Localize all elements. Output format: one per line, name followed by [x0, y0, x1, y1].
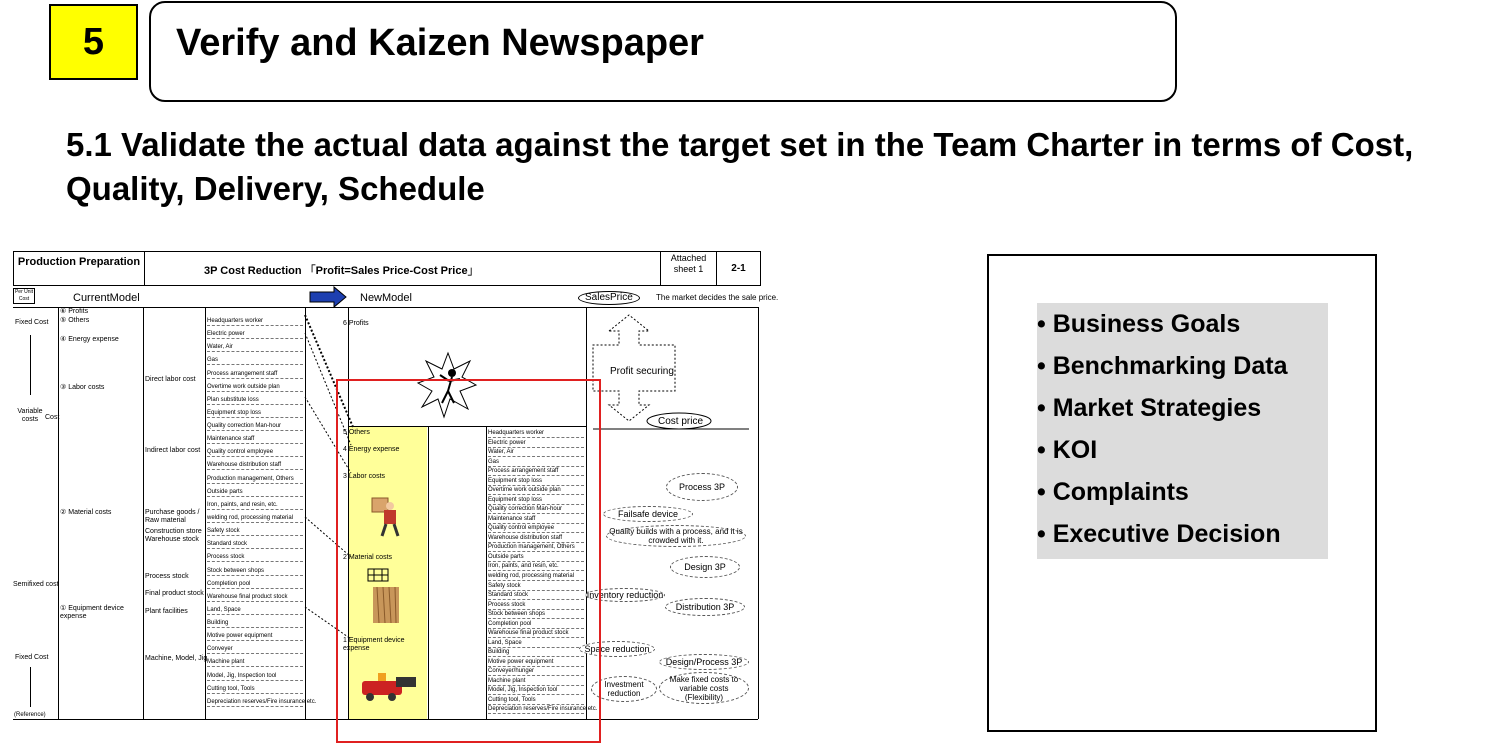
table-cell: Iron, paints, and resin, etc.	[207, 501, 303, 510]
left-cat-others: ⑤ Others	[60, 317, 90, 324]
goal-item: • Executive Decision	[1037, 515, 1328, 557]
sheet-header-left: Production Preparation	[14, 252, 145, 285]
table-cell: Quality correction Man-hour	[488, 505, 584, 514]
table-cell: Motive power equipment	[488, 658, 584, 667]
table-cell: Iron, paints, and resin, etc.	[488, 562, 584, 571]
table-cell: Outside parts	[207, 488, 303, 497]
left-subcat: Construction store	[145, 528, 202, 535]
table-cell: Cutting tool, Tools	[207, 685, 303, 694]
table-cell: Quality control employee	[488, 524, 584, 533]
variable-costs: Variable costs	[17, 408, 43, 423]
reference-label: (Reference)	[14, 712, 46, 718]
left-cat-energy: ④ Energy expense	[60, 336, 119, 343]
cost-label: Cost	[45, 414, 60, 421]
table-cell: Stock between shops	[207, 567, 303, 576]
goal-item: • KOI	[1037, 431, 1328, 473]
table-cell: Model, Jig, Inspection tool	[207, 672, 303, 681]
left-cat-equipment: ① Equipment device expense	[60, 605, 124, 620]
sheet-number: 2-1	[716, 252, 760, 285]
semifixed-cost: Semifixed cost	[13, 581, 59, 588]
table-cell: Equipment stop loss	[207, 409, 303, 418]
table-cell: Standard stock	[488, 591, 584, 600]
table-cell: Production management, Others	[207, 475, 303, 484]
arrow-right-icon	[310, 287, 350, 307]
table-cell: Safety stock	[207, 527, 303, 536]
table-cell: Overtime work outside plan	[488, 486, 584, 495]
ellipse-inventory: Inventory reduction	[586, 590, 664, 600]
left-cat-labor: ③ Labor costs	[60, 384, 105, 391]
table-cell: Quality correction Man-hour	[207, 422, 303, 431]
table-cell: Electric power	[488, 439, 584, 448]
ellipse-failsafe: Failsafe device	[603, 506, 693, 522]
per-unit-cost: Per Unit Cost	[14, 289, 34, 302]
ellipse-design-process-3p: Design/Process 3P	[659, 654, 749, 670]
goals-list	[1037, 303, 1328, 559]
ellipse-space-reduction: Space reduction	[579, 641, 655, 657]
goal-item: • Market Strategies	[1037, 389, 1328, 431]
table-cell: Warehouse final product stock	[207, 593, 303, 602]
table-cell: Plan substitute loss	[207, 396, 303, 405]
goal-item: • Business Goals	[1037, 305, 1328, 347]
cost-price-label: Cost price	[658, 416, 704, 427]
page-title: Verify and Kaizen Newspaper	[176, 22, 704, 64]
left-subcat: Direct labor cost	[145, 376, 196, 383]
table-cell: Gas	[207, 356, 303, 365]
table-cell: Completion pool	[488, 620, 584, 629]
left-subcat: Final product stock	[145, 590, 204, 597]
table-cell: Model, Jig, Inspection tool	[488, 686, 584, 695]
goal-item: • Complaints	[1037, 473, 1328, 515]
section-subtitle: 5.1 Validate the actual data against the target set in the Team Charter in terms of Cost, Quality, Delivery, Schedule	[66, 126, 1414, 207]
sales-price-label: SalesPrice	[578, 291, 640, 305]
current-model-label: CurrentModel	[73, 292, 140, 304]
table-cell: Overtime work outside plan	[207, 383, 303, 392]
table-cell: welding rod, processing material	[488, 572, 584, 581]
table-cell: Process stock	[488, 601, 584, 610]
left-subcat: Process stock	[145, 573, 189, 580]
ellipse-fixed-to-variable: Make fixed costs to variable costs (Flexibility)	[659, 672, 749, 704]
ellipse-design-3p: Design 3P	[670, 556, 740, 578]
highlight-box	[336, 379, 601, 743]
left-cat-profits: ⑥ Profits	[60, 308, 89, 315]
table-cell: Process stock	[207, 553, 303, 562]
table-cell: Quality control employee	[207, 448, 303, 457]
market-note: The market decides the sale price.	[656, 293, 779, 302]
table-cell: Conveyer/hunger	[488, 667, 584, 676]
fixed-cost-bottom: Fixed Cost	[15, 654, 49, 661]
table-cell: Electric power	[207, 330, 303, 339]
ellipse-process-3p: Process 3P	[666, 473, 738, 501]
table-cell: Cutting tool, Tools	[488, 696, 584, 705]
left-subcat: Indirect labor cost	[145, 447, 201, 454]
table-cell: welding rod, processing material	[207, 514, 303, 523]
left-subcat: Plant facilities	[145, 608, 188, 615]
table-cell: Machine plant	[488, 677, 584, 686]
table-cell: Water, Air	[488, 448, 584, 457]
table-cell: Production management, Others	[488, 543, 584, 552]
goal-item: • Benchmarking Data	[1037, 347, 1328, 389]
ellipse-investment: Investment reduction	[591, 676, 657, 702]
table-cell: Building	[207, 619, 303, 628]
fixed-cost-top: Fixed Cost	[15, 319, 49, 326]
table-cell: Equipment stop loss	[488, 477, 584, 486]
table-cell: Process arrangement staff	[207, 370, 303, 379]
table-cell: Warehouse distribution staff	[488, 534, 584, 543]
profit-securing-label: Profit securing	[610, 366, 674, 377]
table-cell: Water, Air	[207, 343, 303, 352]
table-cell: Stock between shops	[488, 610, 584, 619]
table-cell: Headquarters worker	[207, 317, 303, 326]
table-cell: Maintenance staff	[207, 435, 303, 444]
ellipse-quality-builds: Quality builds with a process, and it is crowded with it.	[606, 525, 746, 547]
table-cell: Depreciation reserves/Fire insurance etc.	[207, 698, 317, 705]
table-cell: Standard stock	[207, 540, 303, 549]
new-model-label: NewModel	[360, 292, 412, 304]
table-cell: Building	[488, 648, 584, 657]
left-subcat: Purchase goods / Raw material	[145, 509, 200, 524]
table-cell: Headquarters worker	[488, 429, 584, 438]
new-cat: 4 Energy expense	[343, 446, 400, 453]
table-cell: Safety stock	[488, 582, 584, 591]
table-cell: Warehouse distribution staff	[207, 461, 303, 470]
table-cell: Maintenance staff	[488, 515, 584, 524]
table-cell: Warehouse final product stock	[488, 629, 584, 638]
new-cat: 5 Others	[343, 429, 370, 436]
table-cell: Land, Space	[207, 606, 303, 615]
sheet-attached: Attached sheet 1	[660, 252, 716, 285]
left-cat-material: ② Material costs	[60, 509, 112, 516]
cost-reduction-sheet	[13, 251, 813, 721]
table-cell: Outside parts	[488, 553, 584, 562]
table-cell: Equipment stop loss	[488, 496, 584, 505]
table-cell: Land, Space	[488, 639, 584, 648]
section-number-badge: 5	[49, 4, 138, 80]
table-cell: Machine plant	[207, 658, 303, 667]
sheet-header-title: 3P Cost Reduction 「Profit=Sales Price-Cost Price」	[204, 265, 479, 277]
table-cell: Completion pool	[207, 580, 303, 589]
ellipse-distribution-3p: Distribution 3P	[665, 598, 745, 616]
table-cell: Gas	[488, 458, 584, 467]
new-cat: 2 Material costs	[343, 554, 393, 561]
new-cat-profits: 6 Profits	[343, 320, 369, 327]
left-subcat: Warehouse stock	[145, 536, 199, 543]
left-subcat: Machine, Model, Jig	[145, 655, 208, 662]
new-cat: 3 Labor costs	[343, 473, 386, 480]
table-cell: Process arrangement staff	[488, 467, 584, 476]
table-cell: Depreciation reserves/Fire insurance etc.	[488, 706, 598, 713]
sheet-header	[13, 251, 761, 286]
table-cell: Conveyer	[207, 645, 303, 654]
table-cell: Motive power equipment	[207, 632, 303, 641]
new-cat: 1 Equipment device expense	[343, 637, 405, 652]
